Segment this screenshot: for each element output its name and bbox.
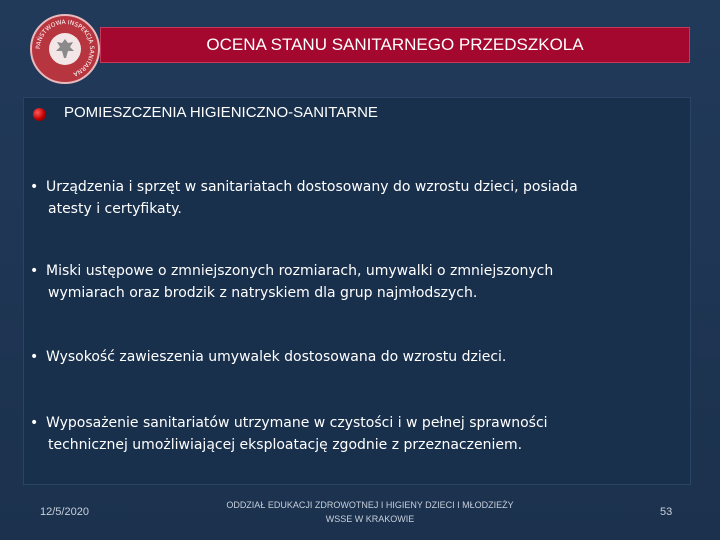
- list-item-line: wymiarach oraz brodzik z natryskiem dla grup najmłodszych.: [48, 285, 478, 301]
- list-item-line: Urządzenia i sprzęt w sanitariatach dostosowany do wzrostu dzieci, posiada: [46, 179, 578, 195]
- list-item-line: atesty i certyfikaty.: [48, 201, 182, 217]
- list-item-line: Wyposażenie sanitariatów utrzymane w czystości i w pełnej sprawności: [46, 415, 548, 431]
- list-item: [30, 346, 660, 368]
- bullet-icon: •: [30, 349, 39, 365]
- page-number: 53: [660, 506, 673, 518]
- list-item: [30, 260, 660, 304]
- section-heading: POMIESZCZENIA HIGIENICZNO-SANITARNE: [64, 104, 378, 121]
- list-item-line: Miski ustępowe o zmniejszonych rozmiarach, umywalki o zmniejszonych: [46, 263, 554, 279]
- list-item-line: technicznej umożliwiającej eksploatację zgodnie z przeznaczeniem.: [48, 437, 523, 453]
- svg-text:PAŃSTWOWA INSPEKCJA SANITARNA: PAŃSTWOWA INSPEKCJA SANITARNA: [34, 18, 96, 78]
- footer-organization-line: ODDZIAŁ EDUKACJI ZDROWOTNEJ I HIGIENY DZIECI I MŁODZIEŻY: [226, 500, 514, 510]
- section-bullet-icon: [33, 108, 46, 121]
- seal-eagle-emblem: [49, 33, 81, 65]
- footer-date: 12/5/2020: [40, 506, 89, 518]
- footer-organization-line: WSSE W KRAKOWIE: [325, 514, 415, 524]
- list-item: [30, 412, 660, 456]
- bullet-icon: •: [30, 263, 39, 279]
- bullet-icon: •: [30, 179, 39, 195]
- page-title: OCENA STANU SANITARNEGO PRZEDSZKOLA: [206, 35, 584, 54]
- list-item: [30, 176, 660, 220]
- coat-of-arms-seal-icon: [30, 14, 100, 84]
- bullet-icon: •: [30, 415, 39, 431]
- list-item-line: Wysokość zawieszenia umywalek dostosowana do wzrostu dzieci.: [46, 349, 507, 365]
- footer-organization: [200, 498, 540, 526]
